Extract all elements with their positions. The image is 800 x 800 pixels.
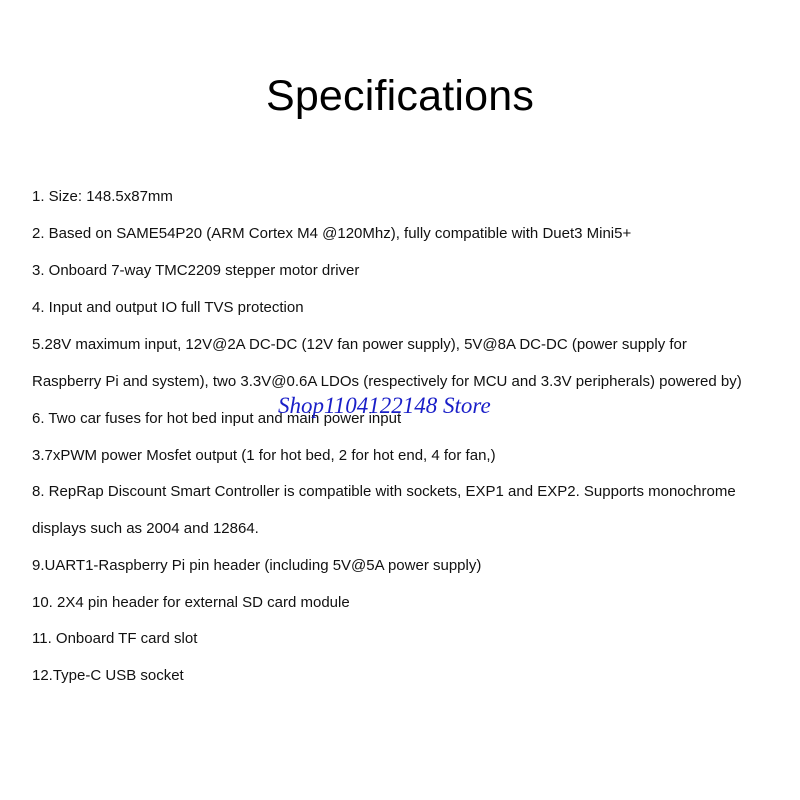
spec-line-2: 2. Based on SAME54P20 (ARM Cortex M4 @120Mhz), fully compatible with Duet3 Mini5+ [32,225,632,242]
spec-line-6: 6. Two car fuses for hot bed input and main power input [32,410,402,427]
page-title: Specifications [265,72,535,120]
spec-line-8-continued: displays such as 2004 and 12864. [32,520,259,537]
spec-line-11: 11. Onboard TF card slot [32,630,198,647]
spec-line-7: 3.7xPWM power Mosfet output (1 for hot bed, 2 for hot end, 4 for fan,) [32,447,496,464]
spec-line-8: 8. RepRap Discount Smart Controller is compatible with sockets, EXP1 and EXP2. Supports monochrome [32,483,736,500]
spec-line-3: 3. Onboard 7-way TMC2209 stepper motor driver [32,262,360,279]
spec-line-10: 10. 2X4 pin header for external SD card module [32,594,350,611]
spec-line-1: 1. Size: 148.5x87mm [32,188,173,205]
store-watermark: Shop1104122148 Store [278,393,491,418]
spec-line-5: 5.28V maximum input, 12V@2A DC-DC (12V fan power supply), 5V@8A DC-DC (power supply for [32,336,687,353]
spec-line-12: 12.Type-C USB socket [32,667,184,684]
spec-line-4: 4. Input and output IO full TVS protection [32,299,304,316]
spec-line-5-continued: Raspberry Pi and system), two 3.3V@0.6A LDOs (respectively for MCU and 3.3V peripherals) powered by) [32,373,742,390]
spec-line-9: 9.UART1-Raspberry Pi pin header (including 5V@5A power supply) [32,557,482,574]
